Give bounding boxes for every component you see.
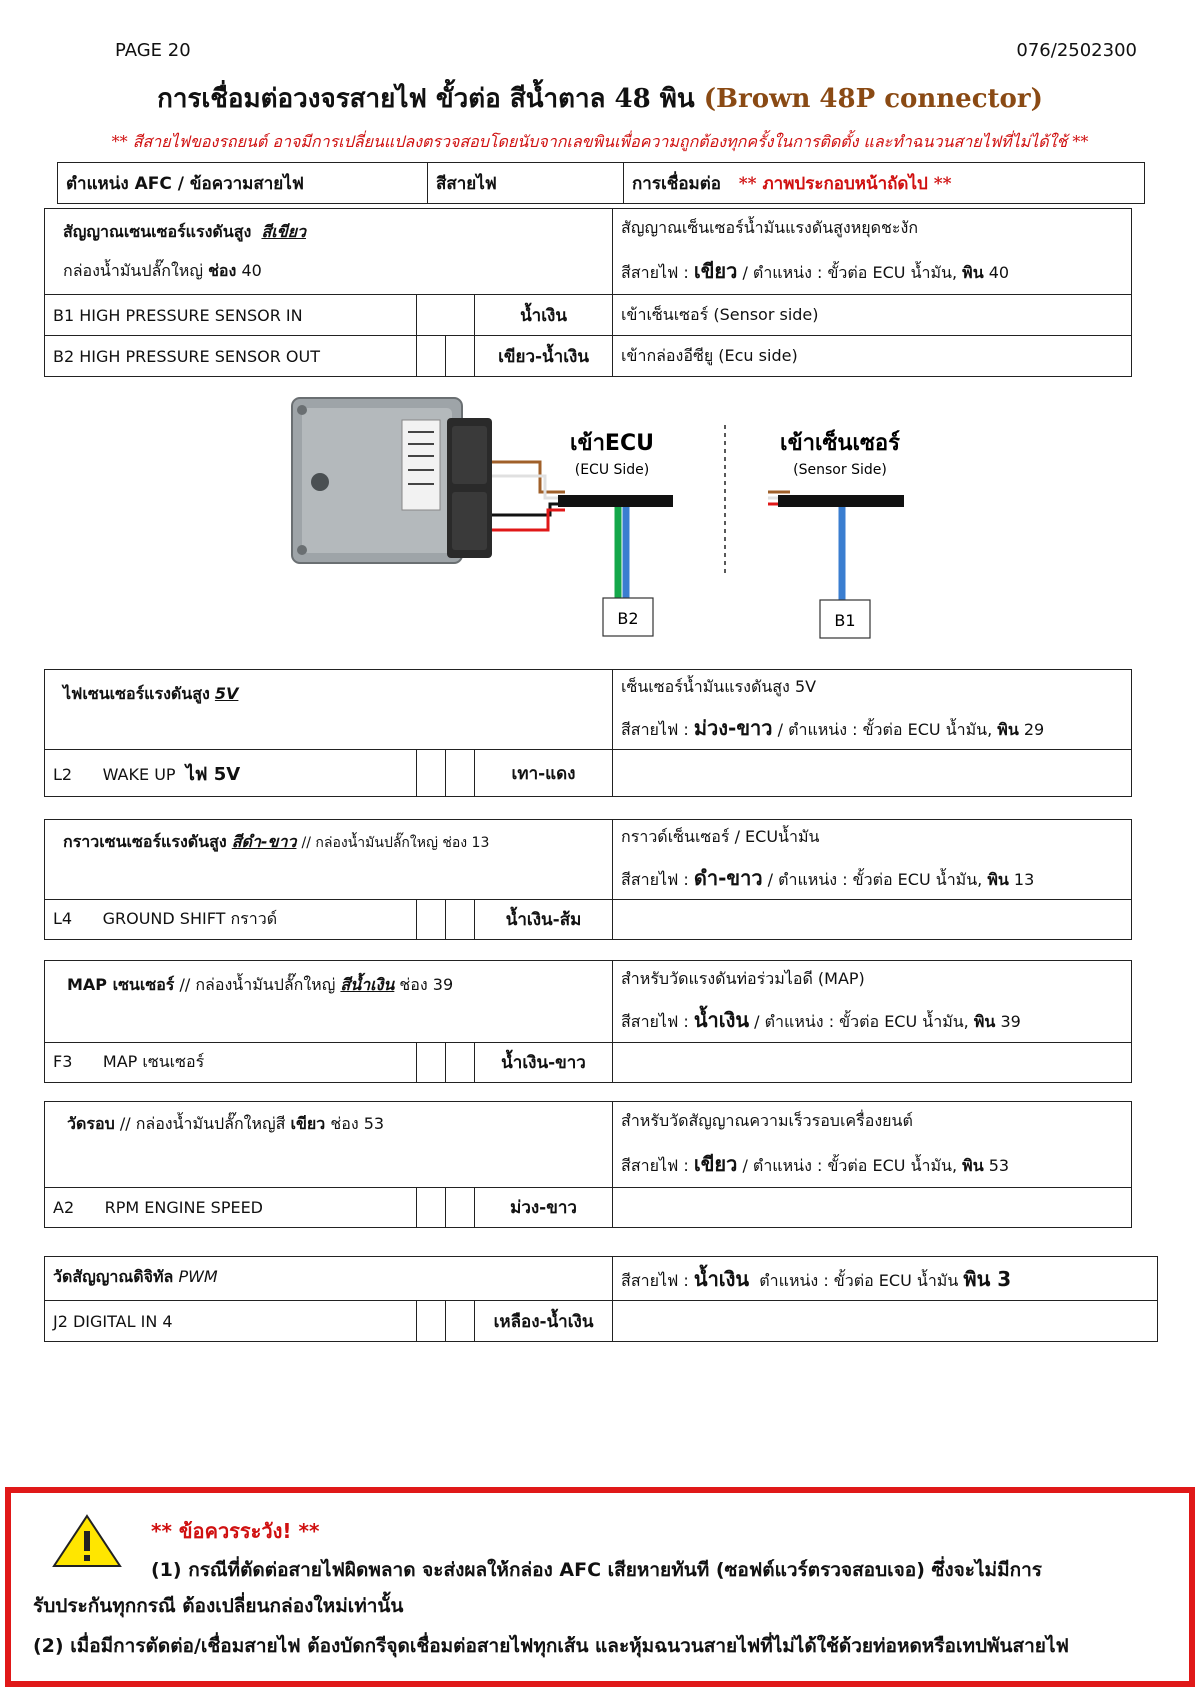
wire-label <box>45 1188 417 1228</box>
section6-right-color: น้ำเงิน <box>693 1266 750 1291</box>
wire-label <box>45 1043 417 1083</box>
title-thai: การเชื่อมต่อวงจรสายไฟ ขั้วต่อ สีน้ำตาล 48 พิน <box>157 84 695 114</box>
section6-right-pre: สีสายไฟ : <box>621 1270 689 1290</box>
section-map-sensor <box>44 960 1132 1083</box>
section3-right2-pin: พิน <box>987 870 1009 889</box>
wire-label: B1 HIGH PRESSURE SENSOR IN <box>45 295 417 336</box>
section4-right2-num: 39 <box>1000 1012 1021 1031</box>
wire-color-name: เหลือง-น้ำเงิน <box>475 1301 613 1342</box>
wire-color-swatch-1 <box>417 750 446 797</box>
wire-color-swatch-2 <box>446 1301 475 1342</box>
wire-connection <box>613 1301 1158 1342</box>
header-connection-note: ** ภาพประกอบหน้าถัดไป ** <box>738 173 952 194</box>
wire-color-swatch-1 <box>417 336 446 377</box>
wiring-diagram <box>0 380 1200 650</box>
wire-label: J2 DIGITAL IN 4 <box>45 1301 417 1342</box>
section2-title: ไฟเซนเซอร์แรงดันสูง <box>63 684 210 703</box>
section5-right2-pin: พิน <box>962 1156 984 1175</box>
section1-title-cell <box>45 209 613 295</box>
caution-box <box>5 1487 1195 1687</box>
section4-right2-mid: / ตำแหน่ง : ขั้วต่อ ECU น้ำมัน, <box>754 1012 969 1031</box>
title-english: (Brown 48P connector) <box>703 84 1043 114</box>
wire-connection <box>613 1188 1132 1228</box>
table-row <box>45 1043 1132 1083</box>
section3-right2-mid: / ตำแหน่ง : ขั้วต่อ ECU น้ำมัน, <box>767 870 983 889</box>
wire-color-swatch-1 <box>417 900 446 940</box>
warning-triangle-icon <box>51 1513 123 1569</box>
b2-label: B2 <box>617 609 639 628</box>
section2-right2-color: ม่วง-ขาว <box>693 716 773 740</box>
section2-title-cell <box>45 670 613 750</box>
wire-color-swatch-2 <box>446 1188 475 1228</box>
section5-title-end: ช่อง 53 <box>330 1114 385 1133</box>
wire-label <box>45 900 417 940</box>
section6-title-pwm: PWM <box>178 1267 218 1286</box>
section4-right1: สำหรับวัดแรงดันท่อร่วมไอดี (MAP) <box>621 969 865 988</box>
section2-description <box>613 670 1132 750</box>
header-wire-color: สีสายไฟ <box>428 163 624 204</box>
wire-name-bold: ไฟ 5V <box>185 763 241 785</box>
section1-title: สัญญาณเซนเซอร์แรงดันสูง <box>63 221 252 241</box>
wire-name: MAP เซนเซอร์ <box>102 1052 205 1071</box>
section5-right2-mid: / ตำแหน่ง : ขั้วต่อ ECU น้ำมัน, <box>742 1156 958 1175</box>
wire-code: L2 <box>53 764 73 784</box>
section1-right2-color: เขียว <box>693 259 738 283</box>
section2-right2-mid: / ตำแหน่ง : ขั้วต่อ ECU น้ำมัน, <box>777 720 993 739</box>
table-row <box>45 295 1132 336</box>
wire-color-swatch-1 <box>417 1301 446 1342</box>
section1-sub-num: 40 <box>241 260 262 280</box>
wire-label <box>45 750 417 797</box>
section1-right2-mid: / ตำแหน่ง : ขั้วต่อ ECU น้ำมัน, <box>742 263 958 282</box>
ecu-side-title: เข้าECU <box>570 431 654 456</box>
column-header-table <box>57 162 1145 204</box>
section1-sub-channel: ช่อง <box>208 260 237 280</box>
header-position: ตำแหน่ง AFC / ข้อความสายไฟ <box>58 163 428 204</box>
section5-title-cell <box>45 1102 613 1188</box>
section4-title-color: สีน้ำเงิน <box>340 975 395 994</box>
table-row <box>45 1301 1158 1342</box>
section5-right2-color: เขียว <box>693 1152 738 1176</box>
wire-label: B2 HIGH PRESSURE SENSOR OUT <box>45 336 417 377</box>
sensor-side-subtitle: (Sensor Side) <box>793 462 887 478</box>
section3-right2-num: 13 <box>1013 870 1035 889</box>
section6-title: วัดสัญญาณดิจิทัล <box>53 1267 174 1286</box>
wire-color-name: เขียว-น้ำเงิน <box>475 336 613 377</box>
section1-right2-num: 40 <box>988 263 1010 282</box>
section3-description <box>613 820 1132 900</box>
wire-name: WAKE UP <box>102 764 176 784</box>
section3-title: กราวเซนเซอร์แรงดันสูง <box>63 832 227 851</box>
section2-right1: เซ็นเซอร์น้ำมันแรงดันสูง 5V <box>621 677 817 696</box>
section1-right2-pre: สีสายไฟ : <box>621 263 689 282</box>
section5-right1: สำหรับวัดสัญญาณความเร็วรอบเครื่องยนต์ <box>621 1111 913 1130</box>
section3-title-cell <box>45 820 613 900</box>
section2-right2-pre: สีสายไฟ : <box>621 720 689 739</box>
section6-right-pin: พิน 3 <box>963 1266 1012 1291</box>
wire-color-swatch-1 <box>417 1043 446 1083</box>
b1-label: B1 <box>834 611 856 630</box>
wire-name: GROUND SHIFT กราวด์ <box>102 909 278 928</box>
ecu-side-harness <box>558 495 673 507</box>
section5-title: วัดรอบ <box>67 1114 115 1133</box>
header-connection-label: การเชื่อมต่อ <box>632 173 721 194</box>
section1-right2-pin: พิน <box>962 263 984 282</box>
wire-code: F3 <box>53 1052 73 1071</box>
section2-right2-pin: พิน <box>997 720 1019 739</box>
caution-line-1: (1) กรณีที่ตัดต่อสายไฟผิดพลาด จะส่งผลให้กล่อง AFC เสียหายทันที (ซอฟต์แวร์ตรวจสอบเจอ) ซึ่งจะไม่มีการ <box>151 1559 1042 1581</box>
wire-color-swatch-1 <box>417 1188 446 1228</box>
section5-right2-pre: สีสายไฟ : <box>621 1156 689 1175</box>
document-number: 076/2502300 <box>1016 40 1137 61</box>
header-connection <box>624 163 1145 204</box>
table-row <box>45 1188 1132 1228</box>
section4-title-cell <box>45 961 613 1043</box>
sensor-side-harness <box>778 495 904 507</box>
section5-right2-num: 53 <box>988 1156 1010 1175</box>
section1-sub: กล่องน้ำมันปลั๊กใหญ่ <box>63 260 203 280</box>
section1-right1: สัญญาณเซ็นเซอร์น้ำมันแรงดันสูงหยุดชะงัก <box>621 218 918 237</box>
wire-code: A2 <box>53 1198 75 1217</box>
wire-code: L4 <box>53 909 73 928</box>
section-sensor-ground <box>44 819 1132 940</box>
section1-description <box>613 209 1132 295</box>
caution-line-2: รับประกันทุกกรณี ต้องเปลี่ยนกล่องใหม่เท่านั้น <box>33 1595 404 1617</box>
wire-connection <box>613 900 1132 940</box>
section4-title-rest: // กล่องน้ำมันปลั๊กใหญ่ <box>179 975 336 994</box>
wire-color-warning: ** สีสายไฟของรถยนต์ อาจมีการเปลี่ยนแปลงตรวจสอบโดยนับจากเลขพินเพื่อความถูกต้องทุกครั้งในการติดตั้ง และทำฉนวนสายไฟที่ไม่ได้ใช้ ** <box>111 132 1089 151</box>
section3-title-color: สีดำ-ขาว <box>231 832 297 851</box>
wire-color-name: เทา-แดง <box>475 750 613 797</box>
section5-description <box>613 1102 1132 1188</box>
section4-right2-pin: พิน <box>973 1012 996 1031</box>
section6-right-mid: ตำแหน่ง : ขั้วต่อ ECU น้ำมัน <box>759 1270 959 1290</box>
ecu-unit-image <box>292 398 492 563</box>
section-digital-pwm <box>44 1256 1158 1342</box>
section5-title-rest: // กล่องน้ำมันปลั๊กใหญ่สี <box>119 1114 286 1133</box>
wire-connection: เข้าเซ็นเซอร์ (Sensor side) <box>613 295 1132 336</box>
page-title <box>0 78 1200 119</box>
section4-description <box>613 961 1132 1043</box>
wire-color-swatch-2 <box>446 750 475 797</box>
wire-connection <box>613 750 1132 797</box>
table-row <box>45 900 1132 940</box>
caution-line-3: (2) เมื่อมีการตัดต่อ/เชื่อมสายไฟ ต้องบัดกรีจุดเชื่อมต่อสายไฟทุกเส้น และหุ้มฉนวนสายไฟที่ไม่ได้ใช้ด้วยท่อหดหรือเทปพันสายไฟ <box>33 1635 1069 1657</box>
sensor-side-title: เข้าเซ็นเซอร์ <box>780 431 900 456</box>
wire-connection: เข้ากล่องอีซียู (Ecu side) <box>613 336 1132 377</box>
section4-right2-color: น้ำเงิน <box>693 1008 750 1032</box>
section6-description <box>613 1257 1158 1301</box>
wire-color-swatch <box>417 295 475 336</box>
section6-title-cell <box>45 1257 613 1301</box>
section4-title-end: ช่อง 39 <box>399 975 454 994</box>
section4-right2-pre: สีสายไฟ : <box>621 1012 689 1031</box>
section3-title-rest: // กล่องน้ำมันปลั๊กใหญ่ ช่อง 13 <box>301 835 490 851</box>
wire-name: RPM ENGINE SPEED <box>104 1198 263 1217</box>
section2-title-voltage: 5V <box>214 684 239 703</box>
section-high-pressure-signal <box>44 208 1132 377</box>
wire-color-name: น้ำเงิน-ส้ม <box>475 900 613 940</box>
section-sensor-power <box>44 669 1132 797</box>
page-number: PAGE 20 <box>115 40 191 61</box>
caution-title: ** ข้อควรระวัง! ** <box>151 1519 320 1543</box>
section1-title-color: สีเขียว <box>261 221 306 241</box>
section3-right1: กราวด์เซ็นเซอร์ / ECUน้ำมัน <box>621 827 820 846</box>
wire-color-swatch-2 <box>446 336 475 377</box>
table-row <box>45 750 1132 797</box>
wire-color-swatch-2 <box>446 900 475 940</box>
section4-title: MAP เซนเซอร์ <box>67 975 175 994</box>
wire-color-name: น้ำเงิน <box>475 295 613 336</box>
table-row <box>45 336 1132 377</box>
wire-color-swatch-2 <box>446 1043 475 1083</box>
wire-connection <box>613 1043 1132 1083</box>
section3-right2-color: ดำ-ขาว <box>693 866 763 890</box>
section-rpm <box>44 1101 1132 1228</box>
section3-right2-pre: สีสายไฟ : <box>621 870 689 889</box>
ecu-side-subtitle: (ECU Side) <box>574 462 650 478</box>
wire-color-name: ม่วง-ขาว <box>475 1188 613 1228</box>
section5-title-color: เขียว <box>290 1114 326 1133</box>
wire-color-name: น้ำเงิน-ขาว <box>475 1043 613 1083</box>
section2-right2-num: 29 <box>1023 720 1045 739</box>
